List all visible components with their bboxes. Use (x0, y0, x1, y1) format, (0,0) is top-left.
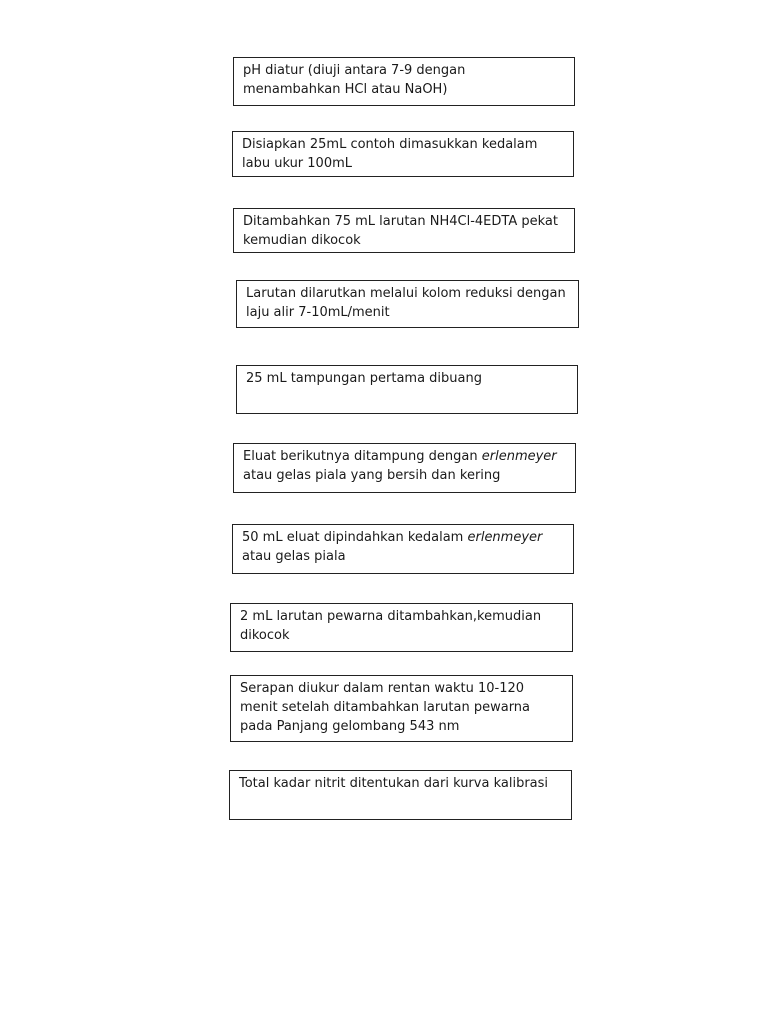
flow-step-5 (236, 365, 578, 414)
flow-step-3-text: Ditambahkan 75 mL larutan NH4Cl-4EDTA pekat kemudian dikocok (243, 214, 558, 248)
flow-step-8 (230, 603, 573, 652)
flow-step-6 (233, 443, 576, 493)
flow-step-4 (236, 280, 579, 328)
flow-step-8-text: 2 mL larutan pewarna ditambahkan,kemudian dikocok (240, 609, 542, 643)
flow-step-1 (233, 57, 575, 106)
flow-step-10 (229, 770, 572, 820)
flow-step-6-text-italic: erlenmeyer (481, 449, 557, 464)
flow-step-2 (232, 131, 574, 177)
flow-step-2-text: Disiapkan 25mL contoh dimasukkan kedalam labu ukur 100mL (242, 137, 538, 171)
flow-step-9-text: Serapan diukur dalam rentan waktu 10-120 menit setelah ditambahkan larutan pewarna pada Panjang gelombang 543 nm (240, 681, 531, 734)
flow-step-7 (232, 524, 574, 574)
flow-step-5-text: 25 mL tampungan pertama dibuang (246, 371, 482, 386)
flow-step-10-text: Total kadar nitrit ditentukan dari kurva kalibrasi (239, 776, 549, 791)
flow-step-4-text: Larutan dilarutkan melalui kolom reduksi dengan laju alir 7-10mL/menit (246, 286, 566, 320)
flow-step-6-text-after: atau gelas piala yang bersih dan kering (243, 468, 501, 483)
flow-step-7-text-before: 50 mL eluat dipindahkan kedalam (242, 530, 468, 545)
flow-step-1-text: pH diatur (diuji antara 7-9 dengan menambahkan HCl atau NaOH) (243, 63, 466, 97)
flow-step-3 (233, 208, 575, 253)
flow-step-7-text-italic: erlenmeyer (467, 530, 543, 545)
flow-step-9 (230, 675, 573, 742)
flow-step-7-text-after: atau gelas piala (242, 549, 346, 564)
flow-step-6-text-before: Eluat berikutnya ditampung dengan (243, 449, 482, 464)
